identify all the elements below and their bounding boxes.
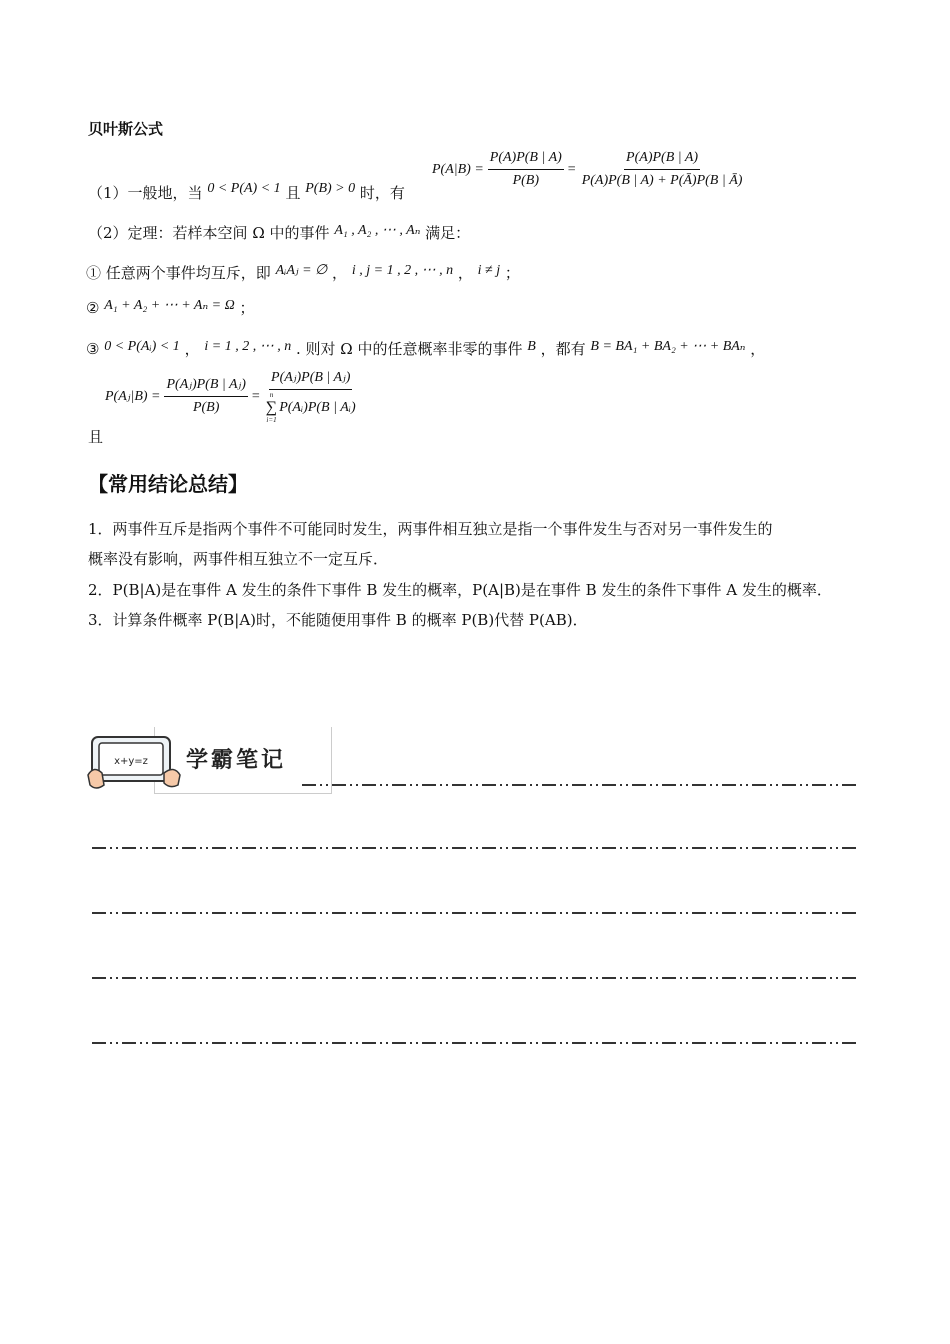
sigma-icon: ∑ [265, 399, 278, 416]
p2-suffix: 满足： [425, 224, 471, 242]
section-title: 贝叶斯公式 [88, 120, 164, 138]
formula-fraction-2 [580, 148, 745, 191]
total-bayes-formula [105, 368, 358, 425]
p1-prefix: （1）一般地，当 [88, 184, 203, 202]
formula-f2-denominator: P(A)P(B | A) + P(Ā)P(B | Ā) [581, 173, 743, 188]
p1-suffix: 时，有 [359, 184, 405, 202]
c3-text: . 则对 Ω 中的任意概率非零的事件 [295, 340, 523, 358]
condition-1 [86, 262, 520, 283]
note-line-5[interactable] [92, 1042, 860, 1044]
summary-title: 【常用结论总结】 [88, 472, 248, 496]
p2-events: A₁ , A₂ , ⋯ , Aₙ [334, 223, 421, 238]
c1-index: i , j = 1 , 2 , ⋯ , n [351, 263, 454, 278]
summary-line-4: 3．计算条件概率 P(B|A)时，不能随便用事件 B 的概率 P(B)代替 P(AB)． [88, 611, 588, 629]
paragraph-2 [88, 222, 470, 243]
p1-condition-2: P(B) > 0 [305, 181, 356, 196]
f-lhs: P(Aⱼ|B) = [105, 389, 161, 404]
qie-label: 且 [88, 428, 104, 446]
f-fraction-1 [164, 375, 247, 418]
p1-and: 且 [285, 184, 301, 202]
formula-f1-denominator: P(B) [512, 173, 539, 188]
formula-fraction-1 [488, 148, 564, 191]
c1-sep: ， [332, 264, 348, 282]
note-line-1[interactable] [302, 784, 858, 786]
p2-text: （2）定理：若样本空间 Ω 中的事件 [88, 224, 330, 242]
f-equals: = [251, 388, 260, 404]
c2-mark: ② [86, 299, 100, 317]
condition-2 [86, 297, 255, 318]
c3-index: i = 1 , 2 , ⋯ , n [204, 339, 292, 354]
c3-text2: ，都有 [540, 340, 586, 358]
f2-numerator: P(Aⱼ)P(B | Aⱼ) [269, 368, 352, 390]
c3-end: ， [750, 340, 766, 358]
f-denominator: P(B) [192, 400, 220, 415]
formula-f1-numerator: P(A)P(B | A) [488, 148, 564, 170]
c3-math: 0 < P(Aᵢ) < 1 [104, 339, 180, 354]
c2-end: ； [239, 299, 255, 317]
c3-sum: B = BA₁ + BA₂ + ⋯ + BAₙ [590, 339, 746, 354]
f2-denominator-term: P(Aᵢ)P(B | Aᵢ) [279, 400, 356, 415]
c3-mark: ③ [86, 340, 100, 358]
c1-mark: ① [86, 264, 102, 282]
sum-bottom: i=1 [266, 416, 277, 424]
note-line-2[interactable] [92, 847, 860, 849]
f-numerator: P(Aⱼ)P(B | Aⱼ) [164, 375, 247, 397]
c1-math: AᵢAⱼ = ∅ [275, 263, 328, 278]
notes-header [86, 727, 336, 797]
formula-lhs: P(A|B) = [432, 161, 484, 177]
c3-sep: ， [184, 340, 200, 358]
bayes-formula [432, 148, 744, 191]
formula-equals: = [567, 161, 576, 177]
paragraph-1 [88, 181, 405, 203]
note-line-3[interactable] [92, 912, 860, 914]
formula-f2-numerator: P(A)P(B | A) [624, 148, 700, 170]
tablet-icon [86, 735, 182, 793]
p1-condition-1: 0 < P(A) < 1 [207, 181, 281, 196]
c2-math: A₁ + A₂ + ⋯ + Aₙ = Ω [104, 298, 235, 313]
board-text: x+y=z [114, 756, 148, 767]
c1-neq: i ≠ j [477, 263, 501, 278]
sum-top: n [269, 391, 274, 399]
condition-3 [86, 338, 765, 359]
c1-text: 任意两个事件均互斥，即 [105, 264, 271, 282]
summary-line-2: 概率没有影响，两事件相互独立不一定互斥． [88, 550, 389, 568]
c1-sep2: ， [457, 264, 473, 282]
summary-line-1: 1．两事件互斥是指两个事件不可能同时发生，两事件相互独立是指一个事件发生与否对另一事件发生的 [88, 520, 773, 538]
sum-symbol [266, 391, 277, 425]
f-fraction-2 [264, 368, 358, 425]
summary-line-3: 2．P(B|A)是在事件 A 发生的条件下事件 B 发生的概率，P(A|B)是在事件 B 发生的条件下事件 A 发生的概率． [88, 581, 832, 599]
f2-denominator [264, 390, 358, 425]
c1-end: ； [504, 264, 520, 282]
notes-title: 学霸笔记 [186, 748, 287, 773]
c3-event-b: B [527, 339, 536, 354]
note-line-4[interactable] [92, 977, 860, 979]
